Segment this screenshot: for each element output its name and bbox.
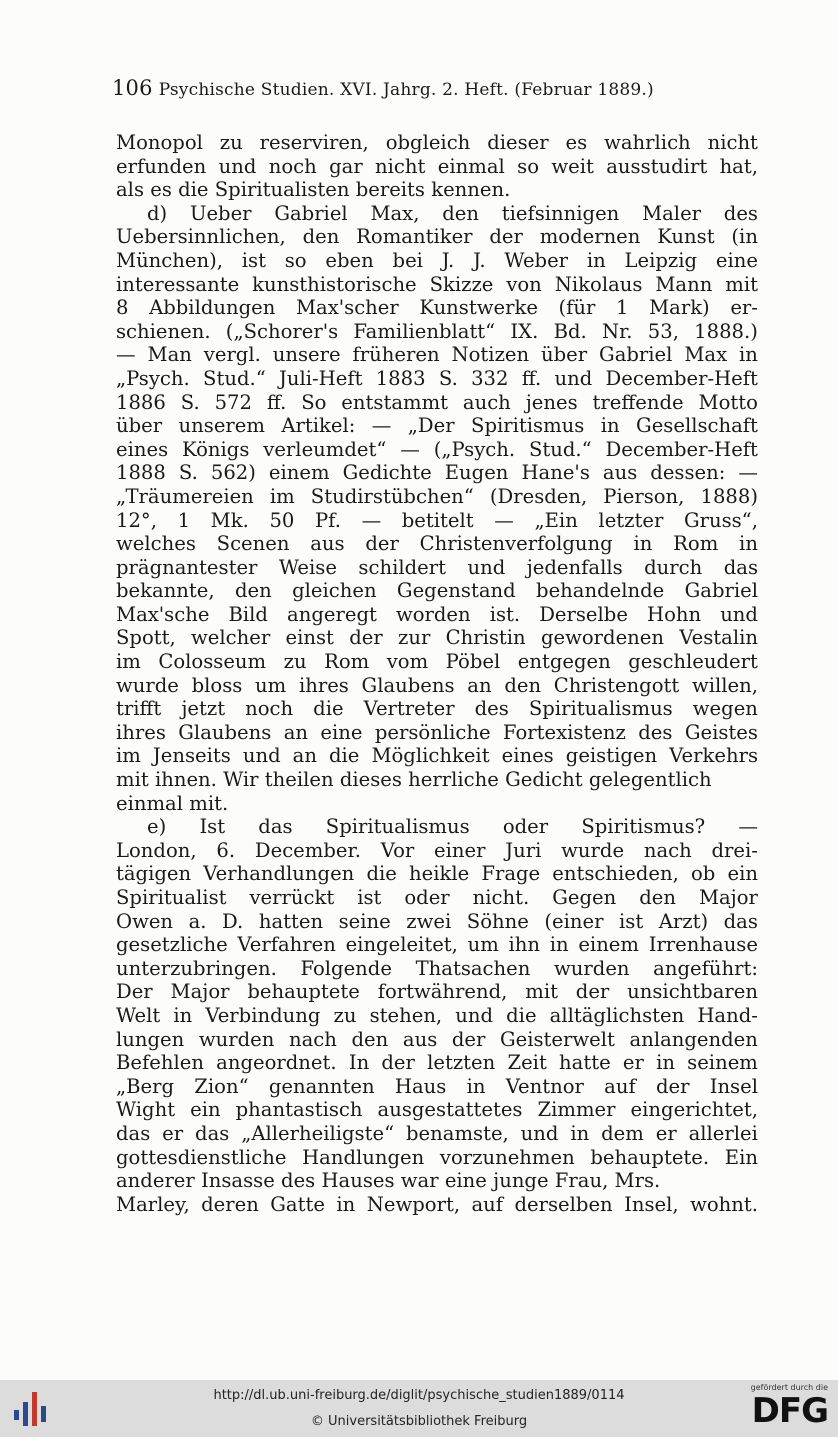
text-line: Der Major behauptete fortwährend, mit der unsichtbaren xyxy=(116,980,758,1004)
running-title: Psychische Studien. XVI. Jahrg. 2. Heft. (Februar 1889.) xyxy=(158,80,654,100)
text-line: schienen. („Schorer's Familienblatt“ IX. Bd. Nr. 53, 1888.) xyxy=(116,319,758,343)
copyright-notice: © Universitätsbibliothek Freiburg xyxy=(310,1414,528,1429)
text-line: mit ihnen. Wir theilen dieses herrliche Gedicht gelegentlich xyxy=(116,768,712,792)
text-line: wurde bloss um ihres Glaubens an den Christengott willen, xyxy=(116,673,758,697)
text-line: gottesdienstliche Handlungen vorzunehmen behauptete. Ein xyxy=(116,1145,758,1169)
body-text xyxy=(116,131,758,1216)
text-line: 1886 S. 572 ff. So entstammt auch jenes treffende Motto xyxy=(116,390,758,414)
text-line: Owen a. D. hatten seine zwei Söhne (einer ist Arzt) das xyxy=(116,909,758,933)
text-line: Monopol zu reserviren, obgleich dieser es wahrlich nicht xyxy=(116,131,758,154)
text-line: lungen wurden nach den aus der Geisterwelt anlangenden xyxy=(116,1027,758,1051)
text-line: unterzubringen. Folgende Thatsachen wurden angeführt: xyxy=(116,956,758,980)
text-line: 1888 S. 562) einem Gedichte Eugen Hane's aus dessen: — xyxy=(116,461,758,485)
text-line: welches Scenen aus der Christenverfolgung in Rom in xyxy=(116,532,758,556)
running-header xyxy=(112,76,712,100)
page-permalink[interactable]: http://dl.ub.uni-freiburg.de/diglit/psychische_studien1889/0114 xyxy=(213,1388,625,1403)
text-line: im Jenseits und an die Möglichkeit eines geistigen Verkehrs xyxy=(116,744,758,768)
text-line: interessante kunsthistorische Skizze von Nikolaus Mann mit xyxy=(116,272,758,296)
text-line: Marley, deren Gatte in Newport, auf derselben Insel, wohnt. xyxy=(116,1192,758,1216)
text-line: anderer Insasse des Hauses war eine junge Frau, Mrs. xyxy=(116,1169,661,1193)
page-number: 106 xyxy=(112,76,153,100)
text-line: „Berg Zion“ genannten Haus in Ventnor auf der Insel xyxy=(116,1074,758,1098)
text-line: bekannte, den gleichen Gegenstand behandelnde Gabriel xyxy=(116,579,758,603)
text-line: London, 6. December. Vor einer Juri wurde nach drei- xyxy=(116,838,758,862)
text-line: Max'sche Bild angeregt worden ist. Derselbe Hohn und xyxy=(116,602,758,626)
funding-note: gefördert durch die xyxy=(750,1383,828,1392)
text-line: prägnantester Weise schildert und jedenfalls durch das xyxy=(116,555,758,579)
text-line: 12°, 1 Mk. 50 Pf. — betitelt — „Ein letzter Gruss“, xyxy=(116,508,758,532)
text-line: über unserem Artikel: — „Der Spiritismus in Gesellschaft xyxy=(116,414,758,438)
text-line: „Psych. Stud.“ Juli-Heft 1883 S. 332 ff. und December-Heft xyxy=(116,366,758,390)
viewer-footer xyxy=(0,1380,838,1437)
text-line: ihres Glaubens an eine persönliche Fortexistenz des Geistes xyxy=(116,720,758,744)
text-line: Spiritualist verrückt ist oder nicht. Gegen den Major xyxy=(116,886,758,909)
text-line: — Man vergl. unsere früheren Notizen über Gabriel Max in xyxy=(116,343,758,367)
text-line: d) Ueber Gabriel Max, den tiefsinnigen Maler des xyxy=(147,201,758,225)
text-line: erfunden und noch gar nicht einmal so weit ausstudirt hat, xyxy=(116,154,758,178)
text-line: gesetzliche Verfahren eingeleitet, um ihn in einem Irrenhause xyxy=(116,933,758,957)
text-line: das er das „Allerheiligste“ benamste, und in dem er allerlei xyxy=(116,1121,758,1145)
dfg-logo-text: DFG xyxy=(751,1391,828,1431)
text-line: 8 Abbildungen Max'scher Kunstwerke (für 1 Mark) er- xyxy=(116,296,758,320)
text-line: einmal mit. xyxy=(116,791,229,815)
dfg-logo xyxy=(736,1383,828,1433)
text-line: Wight ein phantastisch ausgestattetes Zimmer eingerichtet, xyxy=(116,1098,758,1122)
text-line: im Colosseum zu Rom vom Pöbel entgegen geschleudert xyxy=(116,650,758,674)
text-line: als es die Spiritualisten bereits kennen. xyxy=(116,178,511,202)
text-line: trifft jetzt noch die Vertreter des Spiritualismus wegen xyxy=(116,697,758,721)
text-line: e) Ist das Spiritualismus oder Spiritismus? — xyxy=(147,815,758,839)
text-line: tägigen Verhandlungen die heikle Frage entschieden, ob ein xyxy=(116,862,758,886)
text-line: Befehlen angeordnet. In der letzten Zeit hatte er in seinem xyxy=(116,1051,758,1075)
text-line: München), ist so eben bei J. J. Weber in Leipzig eine xyxy=(116,248,758,272)
text-line: eines Königs verleumdet“ — („Psych. Stud.“ December-Heft xyxy=(116,437,758,461)
text-line: „Träumereien im Studirstübchen“ (Dresden, Pierson, 1888) xyxy=(116,484,758,508)
text-line: Uebersinnlichen, den Romantiker der modernen Kunst (in xyxy=(116,225,758,249)
text-line: Spott, welcher einst der zur Christin gewordenen Vestalin xyxy=(116,626,758,650)
text-line: Welt in Verbindung zu stehen, und die alltäglichsten Hand- xyxy=(116,1003,758,1027)
